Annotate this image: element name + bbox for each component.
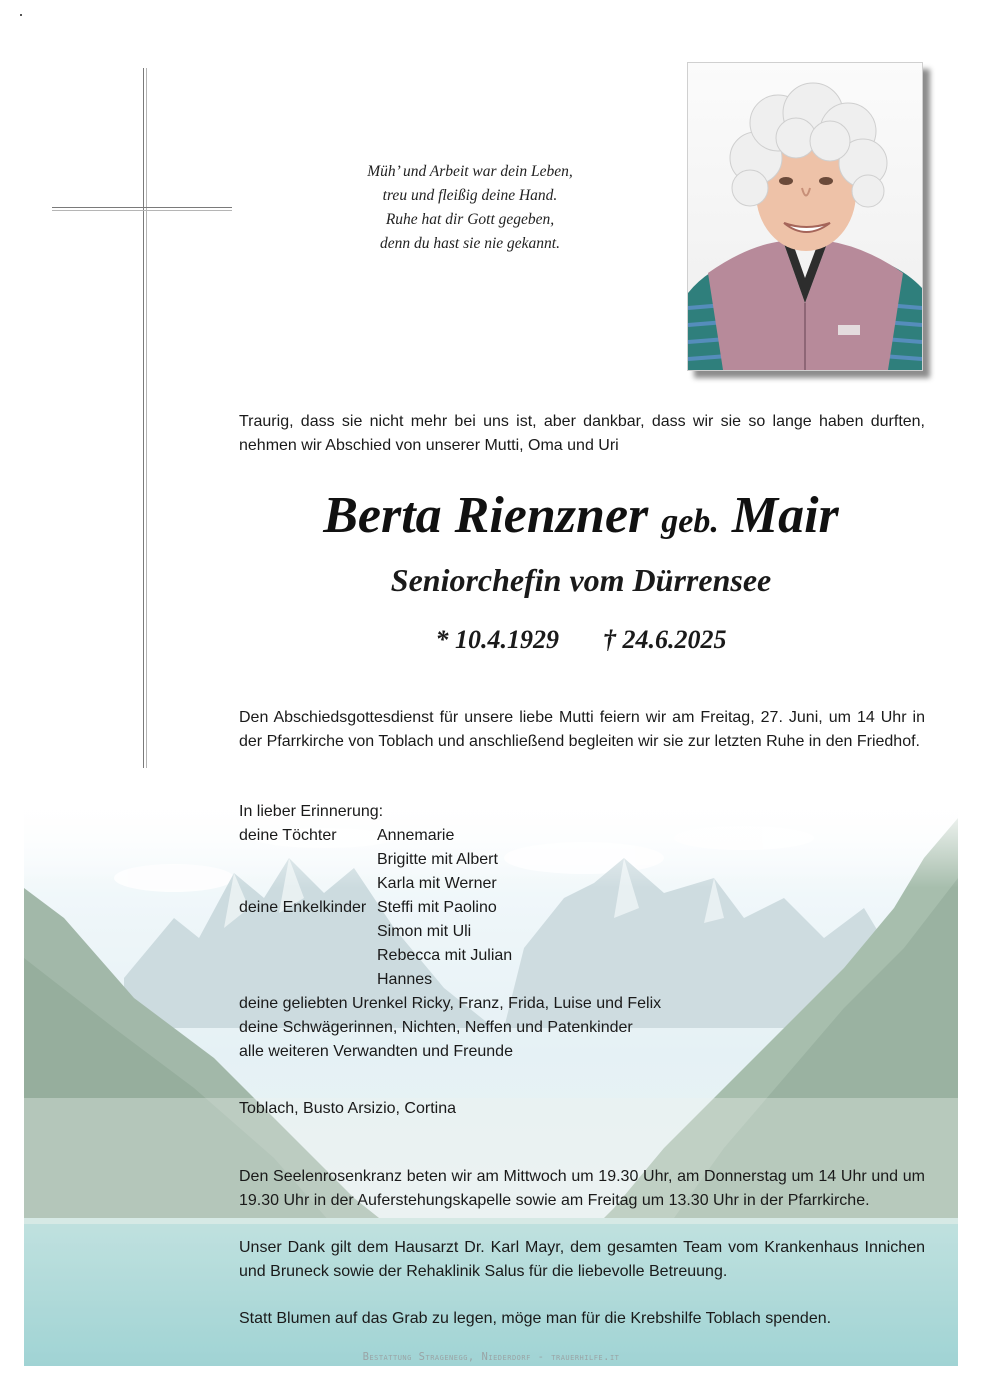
- great-grandchildren: deine geliebten Urenkel Ricky, Franz, Frida, Luise und Felix: [239, 995, 662, 1012]
- portrait-image: [688, 63, 922, 370]
- thanks-text: Unser Dank gilt dem Hausarzt Dr. Karl Mayr, dem gesamten Team vom Krankenhaus Innichen und Bruneck sowie der Rehaklinik Salus für die liebevolle Betreuung.: [239, 1239, 925, 1280]
- daughters-label: deine Töchter: [239, 827, 337, 844]
- relatives: alle weiteren Verwandten und Freunde: [239, 1043, 513, 1060]
- donation-text: Statt Blumen auf das Grab zu legen, möge man für die Krebshilfe Toblach spenden.: [239, 1310, 832, 1327]
- deceased-title: Seniorchefin vom Dürrensee: [390, 562, 772, 598]
- death-date: † 24.6.2025: [603, 625, 727, 654]
- intro-text: Traurig, dass sie nicht mehr bei uns ist, aber dankbar, dass wir sie so lange haben durften, nehmen wir Abschied von unserer Mutti, Oma und Uri: [239, 413, 925, 454]
- grandchildren-label: deine Enkelkinder: [239, 899, 367, 916]
- deceased-maiden-name: Mair: [731, 487, 839, 544]
- mourners-heading: In lieber Erinnerung:: [239, 803, 384, 820]
- footer-credit: Bestattung Stragenegg, Niederdorf - trauerhilfe.it: [362, 1351, 620, 1363]
- daughter-name: Brigitte mit Albert: [377, 851, 498, 868]
- mourners-list: [239, 800, 661, 1064]
- daughter-name: Karla mit Werner: [377, 875, 497, 892]
- life-dates: [200, 622, 962, 658]
- grandchild-name: Simon mit Uli: [377, 923, 472, 940]
- birth-name-prefix: geb.: [661, 503, 719, 540]
- list-item: [239, 872, 661, 896]
- poem-line: treu und fleißig deine Hand.: [382, 187, 558, 204]
- list-item: [239, 896, 661, 920]
- grandchild-name: Hannes: [377, 971, 433, 988]
- in-laws: deine Schwägerinnen, Nichten, Neffen und Patenkinder: [239, 1019, 633, 1036]
- poem-line: Ruhe hat dir Gott gegeben,: [385, 211, 555, 228]
- poem-line: Müh’ und Arbeit war dein Leben,: [367, 163, 573, 180]
- funeral-service-text: Den Abschiedsgottesdienst für unsere liebe Mutti feiern wir am Freitag, 27. Juni, um 14 Uhr in der Pfarrkirche von Toblach und anschließend begleiten wir sie zur letzten Ruhe in den Friedhof.: [239, 709, 925, 750]
- list-item: [239, 920, 661, 944]
- rosary-text: Den Seelenrosenkranz beten wir am Mittwoch um 19.30 Uhr, am Donnerstag um 14 Uhr und um 19.30 Uhr in der Auferstehungskapelle sowie am Freitag um 13.30 Uhr in der Pfarrkirche.: [239, 1168, 925, 1209]
- deceased-name: [200, 486, 962, 552]
- list-item: [239, 968, 661, 992]
- list-item: [239, 824, 661, 848]
- birth-date: * 10.4.1929: [435, 625, 559, 654]
- poem-line: denn du hast sie nie gekannt.: [380, 235, 560, 252]
- daughter-name: Annemarie: [377, 827, 455, 844]
- places-text: Toblach, Busto Arsizio, Cortina: [239, 1100, 456, 1117]
- poem: [300, 160, 640, 256]
- grandchild-name: Steffi mit Paolino: [377, 899, 497, 916]
- corner-mark: [20, 14, 22, 16]
- deceased-first-name: Berta Rienzner: [323, 487, 649, 544]
- portrait-photo: [687, 62, 923, 371]
- grandchild-name: Rebecca mit Julian: [377, 947, 513, 964]
- list-item: [239, 944, 661, 968]
- list-item: [239, 848, 661, 872]
